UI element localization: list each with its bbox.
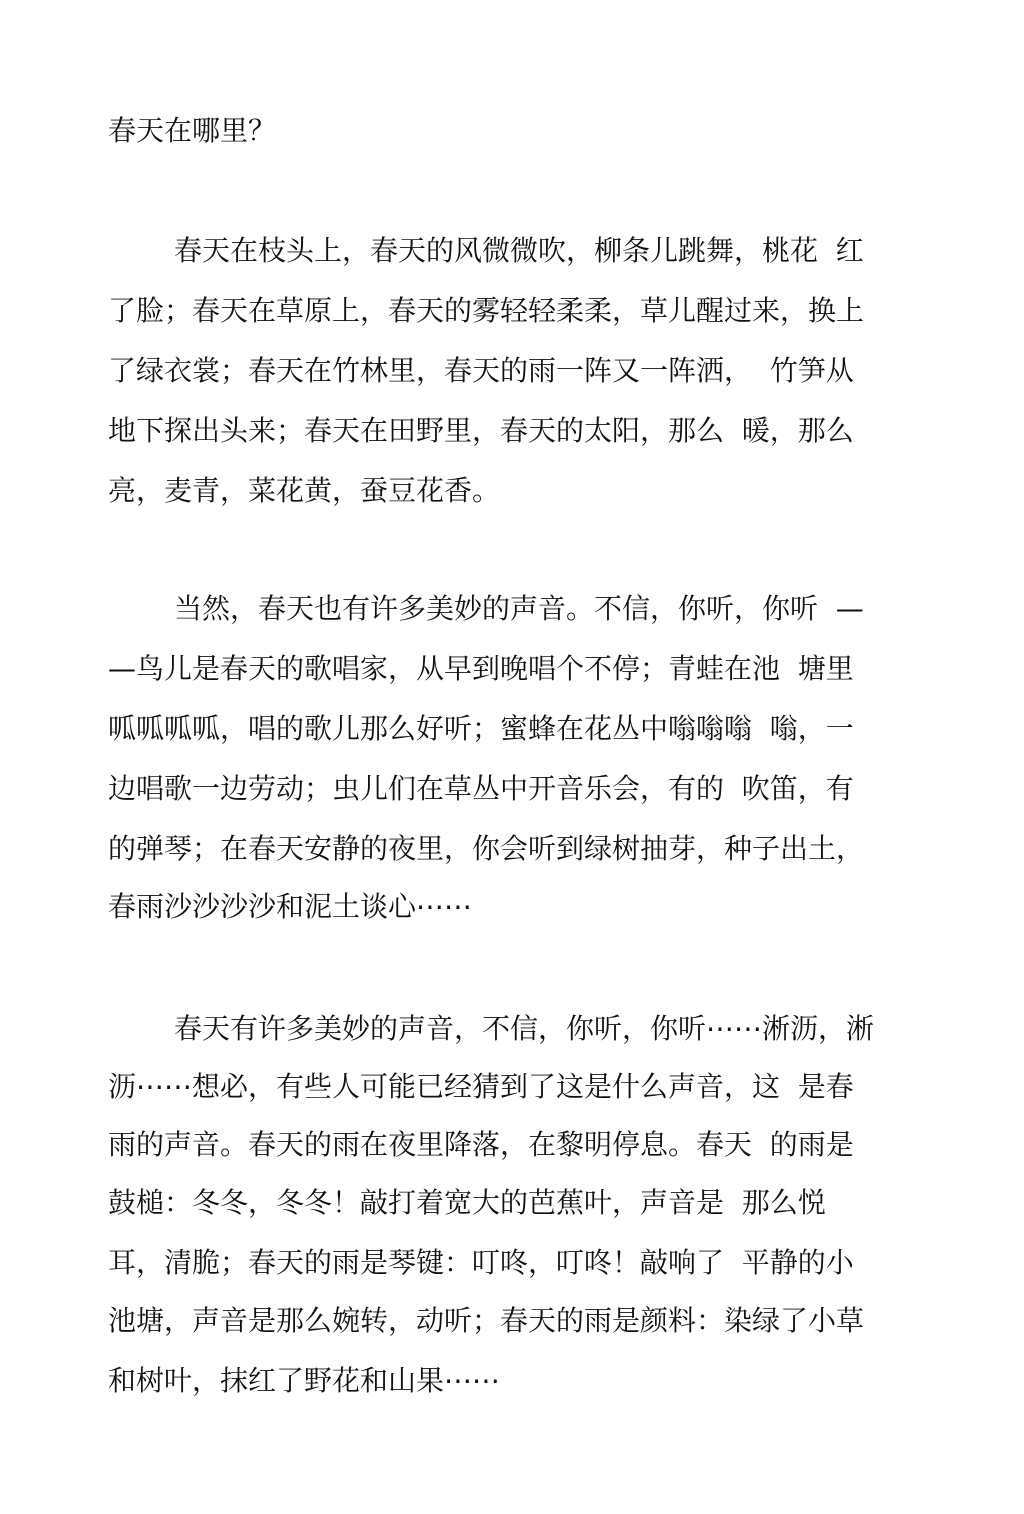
paragraph-2-line-4: 边唱歌一边劳动；虫儿们在草丛中开音乐会，有的 吹笛，有 <box>108 772 854 805</box>
paragraph-1-line-2: 了脸；春天在草原上，春天的雾轻轻柔柔，草儿醒过来，换上 <box>108 294 865 327</box>
document-title: 春天在哪里？ <box>108 114 277 147</box>
paragraph-3-line-3: 雨的声音。春天的雨在夜里降落，在黎明停息。春天 的雨是 <box>108 1128 854 1161</box>
paragraph-1-line-5: 亮，麦青，菜花黄，蚕豆花香。 <box>108 474 501 507</box>
paragraph-3-line-2: 沥⋯⋯想必，有些人可能已经猜到了这是什么声音，这 是春 <box>108 1070 854 1103</box>
paragraph-3-line-5: 耳，清脆；春天的雨是琴键：叮咚，叮咚！敲响了 平静的小 <box>108 1246 854 1279</box>
paragraph-1-line-4: 地下探出头来；春天在田野里，春天的太阳，那么 暖，那么 <box>108 414 854 447</box>
paragraph-2-line-1: 当然，春天也有许多美妙的声音。不信，你听，你听 — <box>174 592 864 625</box>
paragraph-2-line-5: 的弹琴；在春天安静的夜里，你会听到绿树抽芽，种子出土， <box>108 832 865 865</box>
paragraph-2-line-6: 春雨沙沙沙沙和泥土谈心⋯⋯ <box>108 890 473 923</box>
paragraph-3-line-6: 池塘，声音是那么婉转，动听；春天的雨是颜料：染绿了小草 <box>108 1304 865 1337</box>
paragraph-2-line-3: 呱呱呱呱，唱的歌儿那么好听；蜜蜂在花丛中嗡嗡嗡 嗡，一 <box>108 712 854 745</box>
paragraph-2-line-2: —鸟儿是春天的歌唱家，从早到晚唱个不停；青蛙在池 塘里 <box>108 652 854 685</box>
paragraph-3-line-1: 春天有许多美妙的声音，不信，你听，你听⋯⋯淅沥，淅 <box>174 1012 875 1045</box>
paragraph-1-line-1: 春天在枝头上，春天的风微微吹，柳条儿跳舞，桃花 红 <box>174 234 864 267</box>
paragraph-3-line-7: 和树叶，抹红了野花和山果⋯⋯ <box>108 1364 501 1397</box>
paragraph-3-line-4: 鼓槌：冬冬，冬冬！敲打着宽大的芭蕉叶，声音是 那么悦 <box>108 1186 826 1219</box>
paragraph-1-line-3: 了绿衣裳；春天在竹林里，春天的雨一阵又一阵洒， 竹笋从 <box>108 354 854 387</box>
